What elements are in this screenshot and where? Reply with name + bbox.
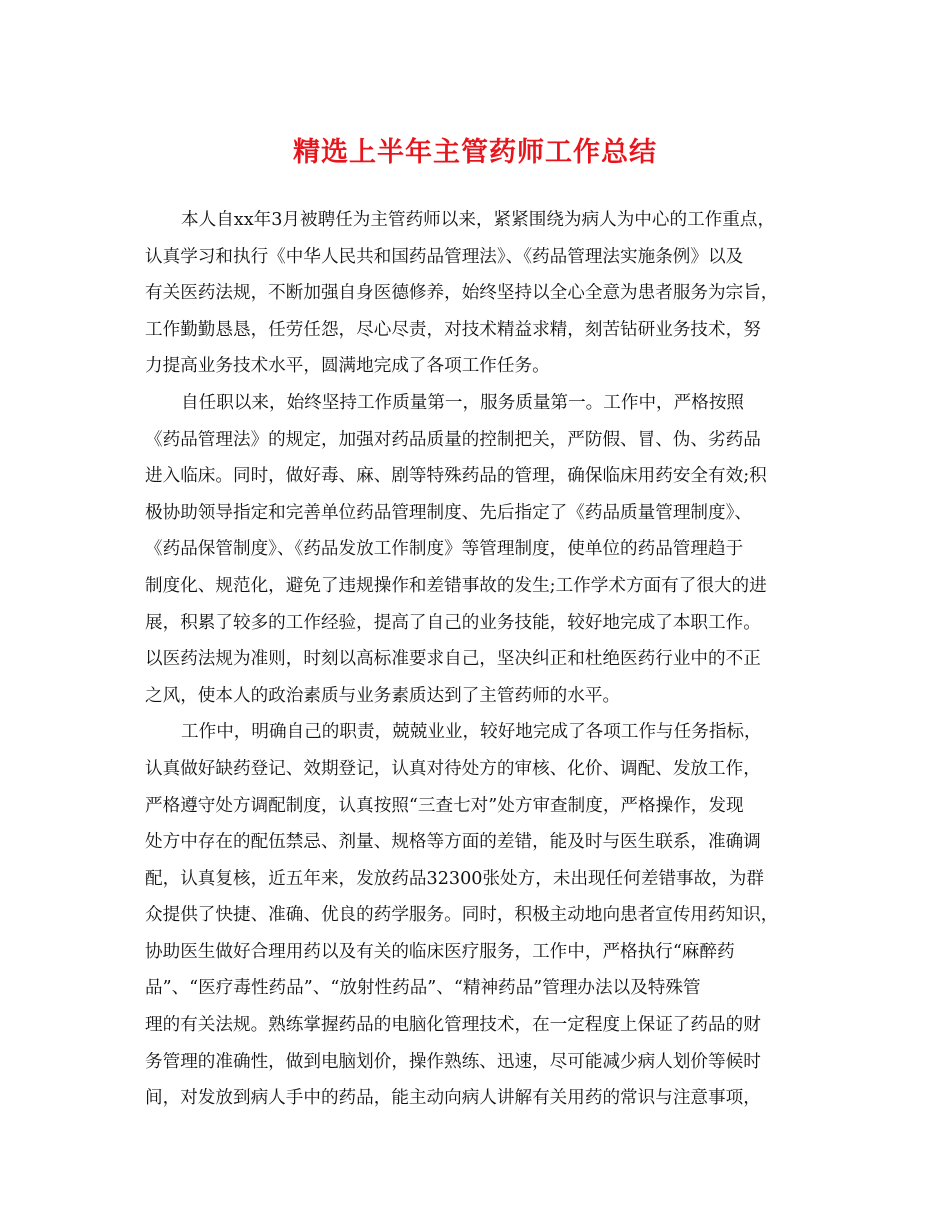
body-line: 《药品保管制度》、《药品发放工作制度》等管理制度，使单位的药品管理趋于 — [145, 539, 744, 560]
body-line: 力提高业务技术水平，圆满地完成了各项工作任务。 — [145, 356, 550, 377]
body-line: 众提供了快捷、准确、优良的药学服务。同时，积极主动地向患者宣传用药知识， — [145, 905, 779, 926]
body-line: 以医药法规为准则，时刻以高标准要求自己，坚决纠正和杜绝医药行业中的不正 — [145, 649, 761, 670]
body-line: 之风，使本人的政治素质与业务素质达到了主管药师的水平。 — [145, 685, 621, 706]
body-line: 《药品管理法》的规定，加强对药品质量的控制把关，严防假、冒、伪、劣药品 — [145, 429, 761, 450]
body-line: 配，认真复核，近五年来，发放药品32300张处方，未出现任何差错事故，为群 — [145, 868, 764, 889]
body-line: 认真学习和执行《中华人民共和国药品管理法》、《药品管理法实施条例》以及 — [145, 246, 744, 267]
body-line: 处方中存在的配伍禁忌、剂量、规格等方面的差错，能及时与医生联系，准确调 — [145, 832, 761, 853]
body-line: 务管理的准确性，做到电脑划价，操作熟练、迅速，尽可能减少病人划价等候时 — [145, 1051, 761, 1072]
body-line: 理的有关法规。熟练掌握药品的电脑化管理技术，在一定程度上保证了药品的财 — [145, 1015, 761, 1036]
body-line: 展，积累了较多的工作经验，提高了自己的业务技能，较好地完成了本职工作。 — [145, 612, 761, 633]
body-line: 协助医生做好合理用药以及有关的临床医疗服务，工作中，严格执行“麻醉药 — [145, 941, 735, 962]
body-line: 认真做好缺药登记、效期登记，认真对待处方的审核、化价、调配、发放工作， — [145, 758, 761, 779]
body-line: 品”、“医疗毒性药品”、“放射性药品”、“精神药品”管理办法以及特殊管 — [145, 978, 701, 999]
body-line: 工作中，明确自己的职责，兢兢业业，较好地完成了各项工作与任务指标， — [181, 722, 762, 743]
body-line: 间，对发放到病人手中的药品，能主动向病人讲解有关用药的常识与注意事项， — [145, 1088, 761, 1109]
document-body — [145, 202, 817, 1117]
body-line: 制度化、规范化，避免了违规操作和差错事故的发生;工作学术方面有了很大的进 — [145, 575, 767, 596]
body-line: 自任职以来，始终坚持工作质量第一，服务质量第一。工作中，严格按照 — [181, 392, 745, 413]
body-line: 本人自xx年3月被聘任为主管药师以来，紧紧围绕为病人为中心的工作重点， — [181, 210, 776, 230]
body-line: 极协助领导指定和完善单位药品管理制度、先后指定了《药品质量管理制度》、 — [145, 502, 752, 523]
body-line: 有关医药法规，不断加强自身医德修养，始终坚持以全心全意为患者服务为宗旨， — [145, 283, 779, 304]
body-line: 进入临床。同时，做好毒、麻、剧等特殊药品的管理，确保临床用药安全有效;积 — [145, 466, 767, 487]
body-line: 严格遵守处方调配制度，认真按照“三查七对”处方审查制度，严格操作，发现 — [145, 795, 744, 816]
document-title: 精选上半年主管药师工作总结 — [293, 137, 657, 168]
body-line: 工作勤勤恳恳，任劳任怨，尽心尽责，对技术精益求精，刻苦钻研业务技术，努 — [145, 319, 761, 340]
